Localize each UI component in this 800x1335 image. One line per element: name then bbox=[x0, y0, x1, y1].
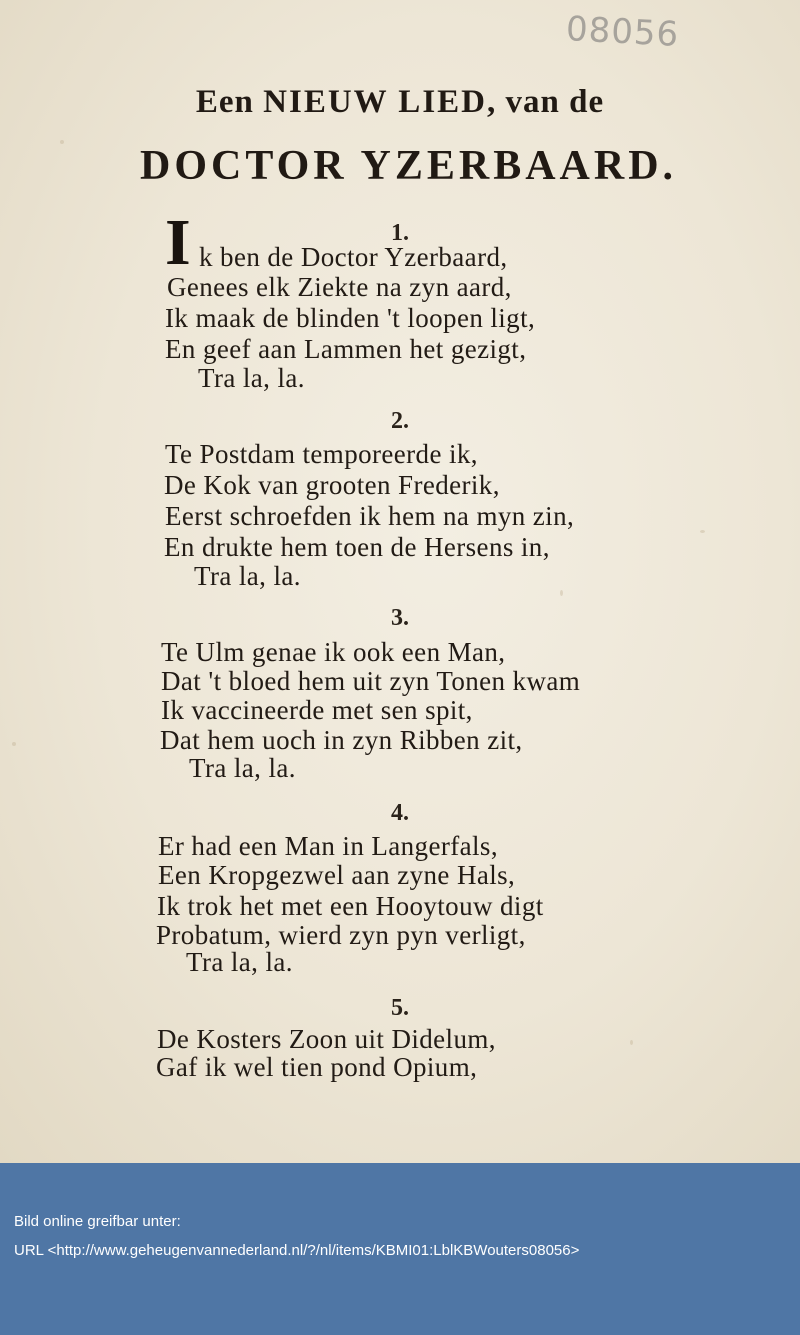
footer-caption: Bild online greifbar unter: bbox=[14, 1213, 181, 1230]
paper-spot bbox=[560, 590, 563, 596]
title-pre: Een bbox=[195, 84, 264, 120]
verse-line: Probatum, wierd zyn pyn verligt, bbox=[156, 920, 526, 950]
verse-line: Gaf ik wel tien pond Opium, bbox=[156, 1052, 478, 1082]
verse-line: Te Postdam temporeerde ik, bbox=[165, 439, 478, 469]
stanza-number: 3. bbox=[391, 605, 409, 631]
verse-line: En geef aan Lammen het gezigt, bbox=[165, 334, 527, 364]
verse-line: Een Kropgezwel aan zyne Hals, bbox=[158, 860, 516, 890]
verse-line: Dat hem uoch in zyn Ribben zit, bbox=[160, 725, 523, 755]
title-line-1 bbox=[0, 84, 800, 121]
title-post: , van de bbox=[487, 84, 605, 120]
stanza-number: 4. bbox=[391, 800, 409, 826]
stanza-number: 5. bbox=[391, 995, 409, 1021]
source-footer bbox=[0, 1163, 800, 1335]
verse-line: De Kok van grooten Frederik, bbox=[164, 470, 500, 500]
catalog-number: 08056 bbox=[565, 9, 681, 55]
verse-line: Er had een Man in Langerfals, bbox=[158, 831, 498, 861]
paper-spot bbox=[12, 742, 16, 746]
verse-line: De Kosters Zoon uit Didelum, bbox=[157, 1024, 496, 1054]
verse-refrain: Tra la, la. bbox=[198, 363, 305, 393]
verse-refrain: Tra la, la. bbox=[189, 753, 296, 783]
verse-refrain: Tra la, la. bbox=[186, 947, 293, 977]
title-line-2: DOCTOR YZERBAARD. bbox=[140, 143, 678, 189]
stanza-number: 2. bbox=[391, 408, 409, 434]
verse-line: Ik vaccineerde met sen spit, bbox=[161, 695, 473, 725]
drop-cap: I bbox=[165, 206, 191, 279]
verse-line: Genees elk Ziekte na zyn aard, bbox=[167, 272, 512, 302]
paper-spot bbox=[630, 1040, 633, 1045]
verse-line: Te Ulm genae ik ook een Man, bbox=[161, 637, 506, 667]
verse-line: k ben de Doctor Yzerbaard, bbox=[199, 242, 508, 272]
stanza-number: 1. bbox=[391, 220, 409, 246]
verse-line: En drukte hem toen de Hersens in, bbox=[164, 532, 550, 562]
verse-line: Eerst schroefden ik hem na myn zin, bbox=[165, 501, 575, 531]
verse-line: Dat 't bloed hem uit zyn Tonen kwam bbox=[161, 666, 581, 696]
verse-line: Ik trok het met een Hooytouw digt bbox=[157, 891, 544, 921]
footer-url[interactable]: URL <http://www.geheugenvannederland.nl/?/nl/items/KBMI01:LblKBWouters08056> bbox=[14, 1242, 580, 1259]
paper-spot bbox=[60, 140, 64, 144]
verse-refrain: Tra la, la. bbox=[194, 561, 301, 591]
paper-spot bbox=[700, 530, 705, 533]
verse-line: Ik maak de blinden 't loopen ligt, bbox=[165, 303, 536, 333]
title-caps: NIEUW LIED bbox=[263, 84, 488, 120]
